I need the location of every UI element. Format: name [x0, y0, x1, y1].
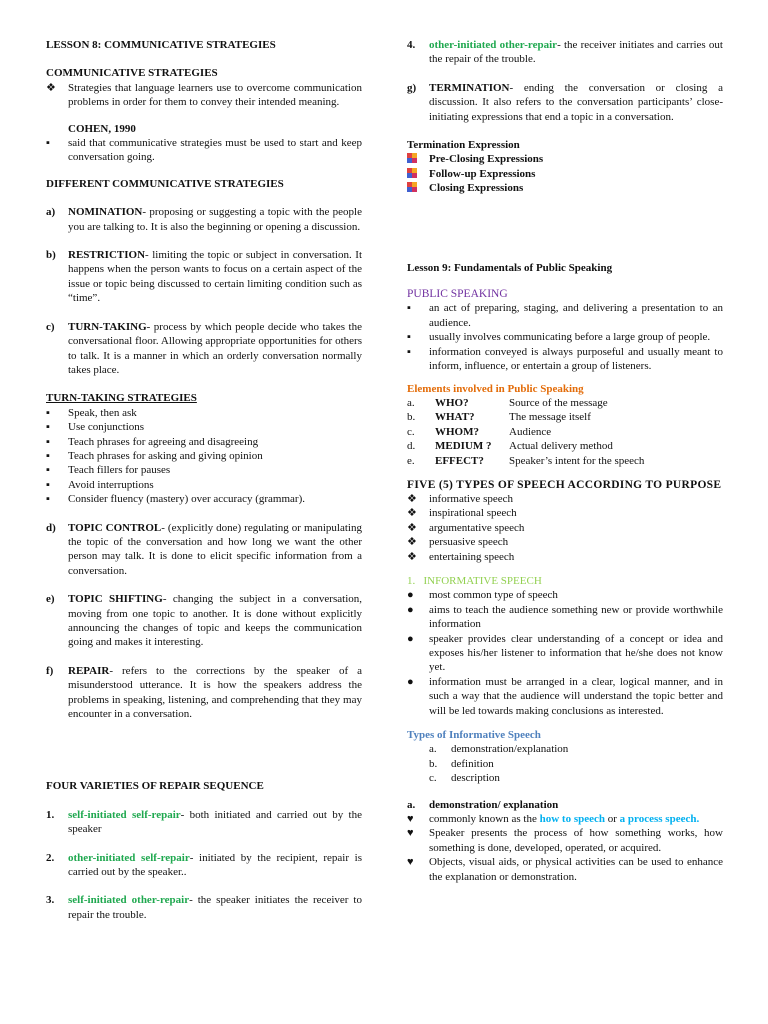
dcs-heading: DIFFERENT COMMUNICATIVE STRATEGIES [46, 177, 284, 190]
repair-1: 1. self-initiated self-repair- both initiated and carried out by the speaker [46, 808, 362, 836]
square-bullet-icon: ▪ [407, 331, 411, 344]
diamond-bullet-icon: ❖ [407, 492, 417, 505]
list-item: ● information must be arranged in a clear, logical manner, and in such a way that the audience will understand the topic better and will be led towards making conclusions as interested. [407, 675, 723, 717]
right-column [407, 36, 723, 884]
list-item: ● aims to teach the audience something new or provide worthwhile information [407, 603, 723, 631]
list-item: ▪ Teach fillers for pauses [46, 464, 171, 477]
list-item: ♥ commonly known as the how to speech or a process speech. [407, 813, 700, 826]
square-bullet-icon: ▪ [46, 406, 50, 419]
tt-heading: TURN-TAKING STRATEGIES [46, 392, 197, 405]
square-bullet-icon: ▪ [407, 302, 411, 315]
square-bullet-icon: ▪ [46, 449, 50, 462]
elements-heading: Elements involved in Public Speaking [407, 382, 584, 395]
heart-bullet-icon: ♥ [407, 856, 414, 869]
flag-bullet-icon [407, 182, 417, 192]
diamond-bullet-icon: ❖ [407, 550, 417, 563]
term-termination: TERMINATION [429, 81, 510, 94]
square-bullet-icon: ▪ [407, 345, 411, 358]
diamond-bullet-icon: ❖ [407, 521, 417, 534]
flag-bullet-icon [407, 168, 417, 178]
informative-heading: 1. INFORMATIVE SPEECH [407, 574, 542, 587]
demo-list [407, 812, 723, 884]
heart-bullet-icon: ♥ [407, 813, 414, 826]
list-item: ▪ Teach phrases for agreeing and disagreeing [46, 435, 259, 448]
strategy-termination: g) TERMINATION- ending the conversation or closing a discussion. It also refers to the conversation participants’ close-initiating expressions that end a topic in a conversation. [407, 81, 723, 123]
list-item: ▪ an act of preparing, staging, and delivering a presentation to an audience. [407, 302, 723, 329]
ps-heading: PUBLIC SPEAKING [407, 288, 508, 301]
square-bullet-icon: ▪ [46, 421, 50, 434]
list-item: ▪ Avoid interruptions [46, 478, 154, 491]
term-nomination: NOMINATION [68, 206, 143, 219]
ps-list [407, 301, 723, 373]
element-row: e. EFFECT? Speaker’s intent for the speech [407, 454, 645, 467]
list-item: ▪ Use conjunctions [46, 421, 145, 434]
diamond-bullet-icon: ❖ [407, 536, 417, 549]
cs-list [46, 81, 362, 110]
lesson9-title: Lesson 9: Fundamentals of Public Speaking [407, 261, 613, 274]
square-bullet-icon: ▪ [46, 435, 50, 448]
list-item: ♥ Speaker presents the process of how something works, how something is done, developed, operated, or acquired. [407, 827, 723, 854]
informative-list [407, 588, 723, 718]
strategy-restriction: b) RESTRICTION- limiting the topic or subject in conversation. It happens when the person wants to focus on a certain aspect of the issue or topic being discussed to certain limiting condition such as “time”. [46, 249, 362, 305]
round-bullet-icon: ● [407, 675, 414, 688]
term-repair: REPAIR [68, 664, 110, 677]
strategy-nomination: a) NOMINATION- proposing or suggesting a topic with the people you are talking to. It is also the beginning or opening a discussion. [46, 206, 362, 233]
elements-list [407, 396, 723, 468]
square-bullet-icon: ▪ [46, 464, 50, 477]
strategy-repair: f) REPAIR- refers to the corrections by the speaker of a misunderstood utterance. It is how the speakers address the problems in speaking, listening, and comprehending that they may encounter in a conversation. [46, 664, 362, 721]
list-item: ❖ argumentative speech [407, 521, 525, 534]
strategy-topic-control: d) TOPIC CONTROL- (explicitly done) regulating or manipulating the topic of the conversation and how long we want the other person may talk. It is done to elicit specific information from a conversation. [46, 521, 362, 577]
round-bullet-icon: ● [407, 632, 414, 645]
repair-4: 4. other-initiated other-repair- the receiver initiates and carries out the repair of the trouble. [407, 39, 723, 66]
element-row: b. WHAT? The message itself [407, 411, 591, 424]
demo-section: a. demonstration/ explanation [407, 798, 559, 811]
term-topic-control: TOPIC CONTROL [68, 521, 162, 534]
strategy-topic-shifting: e) TOPIC SHIFTING- changing the subject in a conversation, moving from one topic to another. It is done without explicitly announcing the changes of topic and keeps the communication going and makes it interesting. [46, 593, 362, 649]
term-restriction: RESTRICTION [68, 249, 146, 262]
list-item: b. definition [429, 757, 494, 770]
flag-bullet-icon [407, 153, 417, 163]
list-item: c. description [429, 772, 500, 785]
list-item: ❖ informative speech [407, 492, 513, 505]
list-item: ▪ Teach phrases for asking and giving opinion [46, 449, 263, 462]
element-row: d. MEDIUM ? Actual delivery method [407, 440, 613, 453]
list-item: a. demonstration/explanation [429, 743, 569, 756]
element-row: a. WHO? Source of the message [407, 396, 608, 409]
list-item: ● most common type of speech [407, 589, 558, 602]
te-heading: Termination Expression [407, 139, 520, 152]
list-item: ▪ information conveyed is always purposeful and usually meant to inform, influence, or entertain a group of listeners. [407, 345, 723, 373]
list-item: Pre-Closing Expressions [407, 152, 723, 166]
list-item: ▪ said that communicative strategies must be used to start and keep conversation going. [46, 137, 362, 164]
te-list [407, 152, 723, 195]
square-bullet-icon: ▪ [46, 478, 50, 491]
cohen-list [46, 136, 362, 165]
round-bullet-icon: ● [407, 603, 414, 616]
repair-3: 3. self-initiated other-repair- the speaker initiates the receiver to repair the trouble. [46, 894, 362, 921]
list-item: Follow-up Expressions [407, 167, 723, 181]
five-heading: FIVE (5) TYPES OF SPEECH ACCORDING TO PURPOSE [407, 478, 722, 491]
round-bullet-icon: ● [407, 589, 414, 602]
repair-2: 2. other-initiated self-repair- initiated by the recipient, repair is carried out by the speaker.. [46, 851, 362, 879]
left-column [46, 36, 362, 922]
diamond-bullet-icon: ❖ [407, 507, 417, 520]
list-item: ▪ Consider fluency (mastery) over accuracy (grammar). [46, 493, 305, 506]
heart-bullet-icon: ♥ [407, 827, 414, 840]
term-topic-shifting: TOPIC SHIFTING [68, 593, 163, 606]
cs-heading: COMMUNICATIVE STRATEGIES [46, 67, 218, 80]
list-item: Closing Expressions [407, 181, 723, 195]
lesson8-title: LESSON 8: COMMUNICATIVE STRATEGIES [46, 39, 276, 51]
list-item: ♥ Objects, visual aids, or physical activities can be used to enhance the explanation or demonstration. [407, 856, 723, 883]
diamond-bullet-icon: ❖ [46, 81, 56, 94]
list-item: ▪ Speak, then ask [46, 406, 137, 419]
square-bullet-icon: ▪ [46, 493, 50, 506]
element-row: c. WHOM? Audience [407, 425, 552, 438]
list-item: ❖ persuasive speech [407, 536, 509, 549]
list-item: ❖ Strategies that language learners use to overcome communication problems in order for them to convey their intended meaning. [46, 81, 362, 109]
strategy-turn-taking: c) TURN-TAKING- process by which people decide who takes the conversational floor. Allowing appropriate opportunities for others to talk. It is a manner in which an orderly conversation normally takes place. [46, 320, 362, 376]
repair-heading: FOUR VARIETIES OF REPAIR SEQUENCE [46, 780, 264, 793]
cohen-heading: COHEN, 1990 [68, 122, 136, 135]
tt-list [46, 406, 362, 507]
square-bullet-icon: ▪ [46, 137, 50, 150]
term-turn-taking: TURN-TAKING [68, 320, 147, 333]
list-item: ● speaker provides clear understanding of a concept or idea and exposes his/her listener to information that he/she does not know yet. [407, 632, 723, 674]
types-list [407, 742, 723, 785]
list-item: ❖ entertaining speech [407, 550, 515, 563]
five-list [407, 492, 723, 564]
list-item: ❖ inspirational speech [407, 507, 517, 520]
types-heading: Types of Informative Speech [407, 729, 541, 742]
list-item: ▪ usually involves communicating before a large group of people. [407, 331, 711, 344]
